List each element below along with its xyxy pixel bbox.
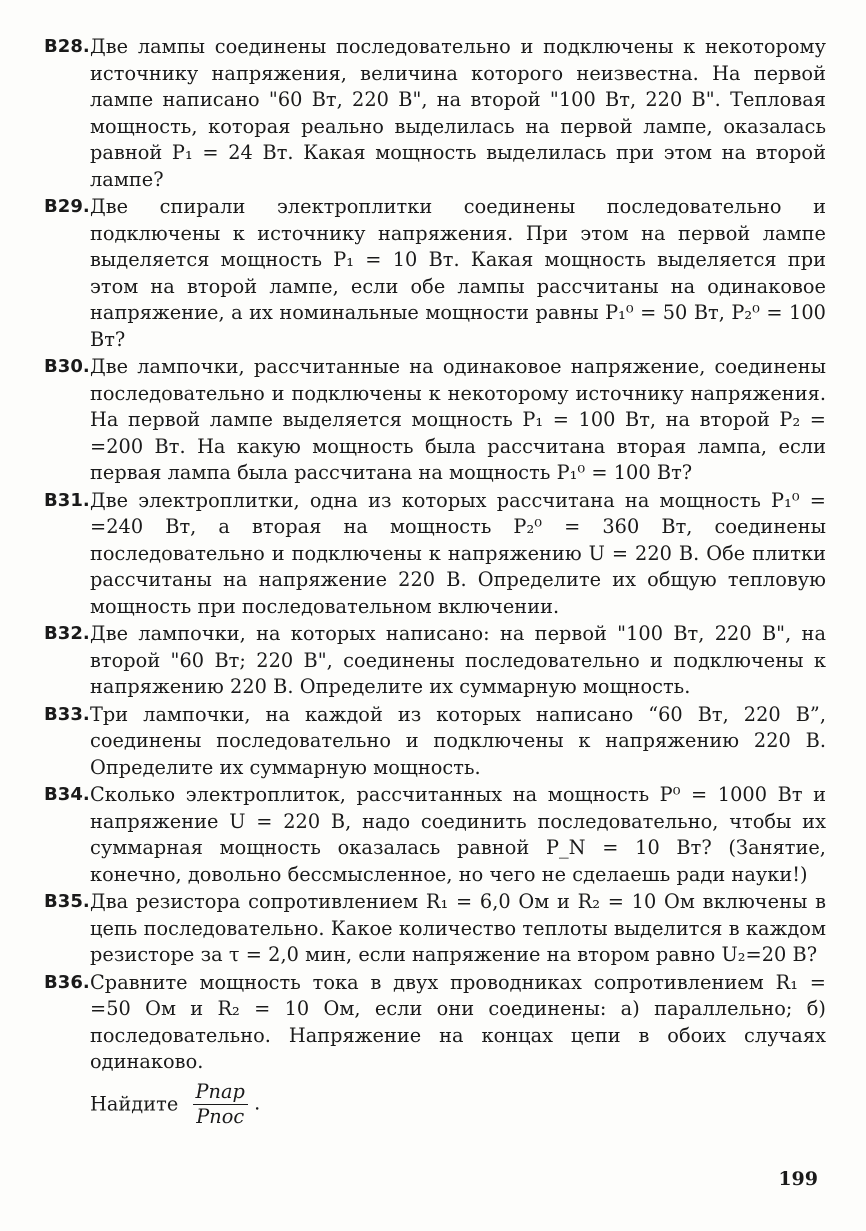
problem-number: В31. — [44, 489, 90, 511]
fraction-numerator: Pпар — [193, 1082, 248, 1105]
problem-number: В30. — [44, 356, 90, 377]
problem-b34 — [44, 782, 826, 888]
problem-b29 — [44, 194, 826, 353]
fraction-denominator: Pпос — [196, 1104, 245, 1128]
problem-text: Сравните мощность тока в двух проводниках сопротивлением R₁ = =50 Ом и R₂ = 10 Ом, если они соединены: а) параллельно; б) последовательно. Напряжение на концах цепи в обоих случаях одинаково. — [90, 970, 826, 1073]
problem-list — [44, 34, 826, 1141]
problem-text: Две лампочки, на которых написано: на первой "100 Вт, 220 В", на второй "60 Вт; 220 В", соединены последовательно и подключены к напряжению 220 В. Определите их суммарную мощность. — [90, 622, 826, 698]
problem-text: Две спирали электроплитки соединены последовательно и подключены к источнику напряжения. При этом на первой лампе выделяется мощность P₁ = 10 Вт. Какая мощность выделяется при этом на второй лампе, если обе лампы рассчитаны на одинаковое напряжение, а их номинальные мощности равны P₁⁰ = 50 Вт, P₂⁰ = 100 Вт? — [90, 195, 826, 351]
find-label: Найдите — [90, 1091, 179, 1115]
problem-text: Два резистора сопротивлением R₁ = 6,0 Ом и R₂ = 10 Ом включены в цепь последовательно. Какое количество теплоты выделится в каждом резисторе за τ = 2,0 мин, если напряжение на втором равно U₂=20 В? — [90, 890, 826, 966]
problem-text: Две электроплитки, одна из которых рассчитана на мощность P₁⁰ = =240 Вт, а вторая на мощность P₂⁰ = 360 Вт, соединены последовательно и подключены к напряжению U = 220 В. Обе плитки рассчитаны на напряжение 220 В. Определите их общую тепловую мощность при последовательном включении. — [90, 488, 826, 618]
problem-b33 — [44, 702, 826, 782]
problem-text: Три лампочки, на каждой из которых написано “60 Вт, 220 В”, соединены последовательно и подключены к напряжению 220 В. Определите их суммарную мощность. — [90, 702, 826, 779]
problem-number: В34. — [44, 784, 90, 805]
problem-b36 — [44, 970, 826, 1140]
power-ratio-fraction — [193, 1079, 248, 1128]
problem-number: В28. — [44, 36, 90, 57]
problem-number: В29. — [44, 196, 90, 217]
problem-text: Две лампочки, рассчитанные на одинаковое напряжение, соединены последовательно и подключены к некоторому источнику напряжения. На первой лампе выделяется мощность P₁ = 100 Вт, на второй P₂ = =200 Вт. На какую мощность была рассчитана вторая лампа, если первая лампа была рассчитана на мощность P₁⁰ = 100 Вт? — [90, 355, 826, 484]
problem-b32 — [44, 621, 826, 701]
problem-number: В33. — [44, 703, 90, 725]
problem-b31 — [44, 488, 826, 621]
problem-text: Сколько электроплиток, рассчитанных на мощность P⁰ = 1000 Вт и напряжение U = 220 В, надо соединить последовательно, чтобы их суммарная мощность оказалась равной P_N = 10 Вт? (Занятие, конечно, довольно бессмысленное, но чего не сделаешь ради науки!) — [90, 783, 826, 886]
page-number: 199 — [778, 1168, 818, 1190]
problem-number: В35. — [44, 891, 90, 912]
problem-b30 — [44, 354, 826, 487]
problem-number: В36. — [44, 971, 90, 993]
problem-text: Две лампы соединены последовательно и подключены к некоторому источнику напряжения, величина которого неизвестна. На первой лампе написано "60 Вт, 220 В", на второй "100 Вт, 220 В". Тепловая мощность, которая реально выделилась на первой лампе, оказалась равной P₁ = 24 Вт. Какая мощность выделилась при этом на второй лампе? — [90, 35, 826, 191]
find-expression — [90, 1079, 826, 1140]
problem-number: В32. — [44, 623, 90, 644]
fraction-tail: . — [254, 1091, 261, 1114]
problem-b28 — [44, 34, 826, 193]
problem-b35 — [44, 889, 826, 969]
